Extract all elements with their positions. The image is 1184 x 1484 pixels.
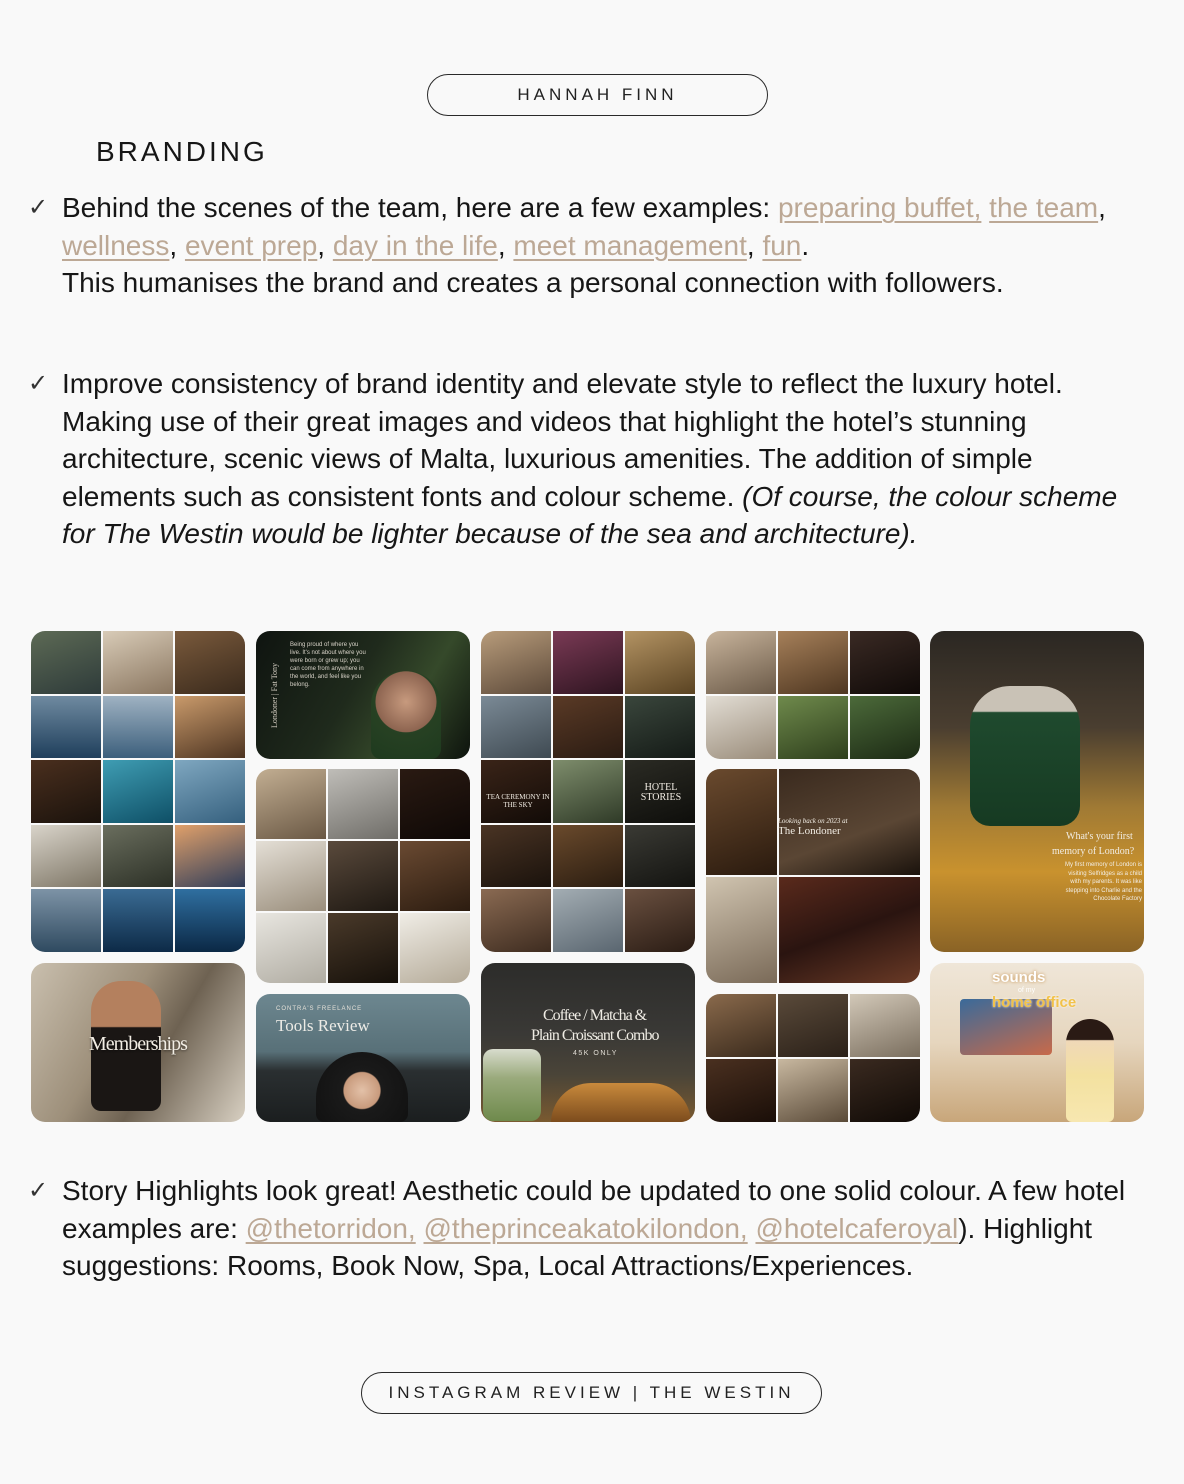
portrait-shape <box>316 1052 408 1122</box>
link-meet-management[interactable]: meet management <box>513 229 747 261</box>
author-name: HANNAH FINN <box>517 85 678 104</box>
example-post-london-memory[interactable] <box>930 631 1144 952</box>
example-post-dining[interactable] <box>256 769 470 983</box>
person-shape <box>1066 1019 1114 1122</box>
example-post-home-office[interactable] <box>930 963 1144 1122</box>
link-hotelcaferoyal[interactable]: @hotelcaferoyal <box>755 1212 959 1244</box>
bullet-behind-the-scenes <box>28 189 1142 302</box>
author-badge <box>427 74 768 116</box>
bullet-text-outro: This humanises the brand and creates a personal connection with followers. <box>62 267 1004 298</box>
example-post-lifestyle[interactable] <box>706 631 920 759</box>
post-price: 45K ONLY <box>573 1050 618 1057</box>
matcha-cup-shape <box>483 1049 541 1121</box>
hotel-stories-label: HOTEL STORIES <box>640 782 682 803</box>
bullet-text-outro: ). Highlight suggestions: Rooms, Book Now, Spa, Local Attractions/Experiences. <box>62 1212 1093 1281</box>
post-kicker: CONTRA'S FREELANCE <box>276 1006 363 1012</box>
post-quote: Being proud of where you live. It's not about where you were born or grew up; you can come from anywhere in the world, and feel like you belong. <box>290 642 366 688</box>
example-post-mosaic-sea[interactable] <box>31 631 245 952</box>
link-event-prep[interactable]: event prep <box>184 229 318 261</box>
example-post-memberships[interactable] <box>31 963 245 1122</box>
separator: , <box>497 229 514 261</box>
post-quote-line2: memory of London? <box>1052 846 1135 857</box>
post-londoner-title: The Londoner <box>778 825 841 837</box>
bullet-text: Behind the scenes of the team, here are a few examples: <box>62 192 778 223</box>
checkmark-icon: ✓ <box>28 370 49 397</box>
footer-badge <box>361 1372 822 1414</box>
link-preparing-buffet[interactable]: preparing buffet, <box>777 192 982 223</box>
link-fun[interactable]: fun <box>762 229 802 261</box>
bullet-story-highlights <box>28 1172 1142 1285</box>
post-caption: Londoner | Fat Tony <box>270 662 280 729</box>
separator: , <box>317 229 333 261</box>
croissant-shape <box>551 1083 691 1122</box>
example-post-the-londoner[interactable] <box>706 769 920 983</box>
bullet-text: Improve consistency of brand identity and elevate style to reflect the luxury hotel. Making use of their great images and videos that highlight the hotel’s stunning architecture, scenic views of Malta, luxurious amenities. The addition of simple elements such as consistent fonts and colour scheme. <box>62 368 1063 512</box>
post-quote-line1: What's your first <box>1066 831 1133 842</box>
example-post-coffee-matcha[interactable] <box>481 963 695 1122</box>
link-thetorridon[interactable]: @thetorridon, <box>245 1212 416 1244</box>
separator: , <box>169 229 185 261</box>
bullet-text: Story Highlights look great! Aesthetic could be updated to one solid colour. A few hotel examples are: <box>62 1175 1126 1244</box>
example-post-fat-tony[interactable] <box>256 631 470 759</box>
link-day-in-the-life[interactable]: day in the life <box>332 229 498 261</box>
person-shape <box>970 686 1080 826</box>
post-home-office: home office <box>992 994 1077 1011</box>
example-post-restaurant[interactable] <box>706 994 920 1122</box>
bullet-brand-identity <box>28 365 1142 553</box>
post-line1: Coffee / Matcha & <box>543 1007 647 1024</box>
section-title: BRANDING <box>96 136 268 167</box>
post-title: Tools Review <box>276 1016 370 1035</box>
example-post-hotel-stories[interactable] <box>481 631 695 952</box>
separator: , <box>746 229 763 261</box>
post-sounds: sounds <box>992 969 1046 986</box>
link-the-team[interactable]: the team <box>989 192 1099 223</box>
post-quote-body: My first memory of London is visiting Selfridges as a child with my parents. It was like stepping into Charlie and the Chocolate Factory <box>1064 862 1142 902</box>
checkmark-icon: ✓ <box>28 1177 49 1204</box>
post-line2: Plain Croissant Combo <box>531 1027 659 1044</box>
separator: , <box>1098 192 1106 223</box>
checkmark-icon: ✓ <box>28 194 49 221</box>
footer-label: INSTAGRAM REVIEW | THE WESTIN <box>388 1383 795 1402</box>
tea-ceremony-label: TEA CEREMONY IN THE SKY <box>486 793 550 809</box>
memberships-label: Memberships <box>89 1033 187 1055</box>
post-looking-back: Looking back on 2023 at <box>778 817 848 825</box>
post-of-my: of my <box>1018 987 1036 994</box>
example-post-tools-review[interactable] <box>256 994 470 1122</box>
portrait-shape <box>371 671 441 759</box>
bullet-italic-note: (Of course, the colour scheme for The Westin would be lighter because of the sea and architecture). <box>62 480 1118 549</box>
period: . <box>801 229 810 261</box>
link-theprinceakatokilondon[interactable]: @theprinceakatokilondon, <box>423 1212 748 1244</box>
link-wellness[interactable]: wellness <box>62 229 170 261</box>
